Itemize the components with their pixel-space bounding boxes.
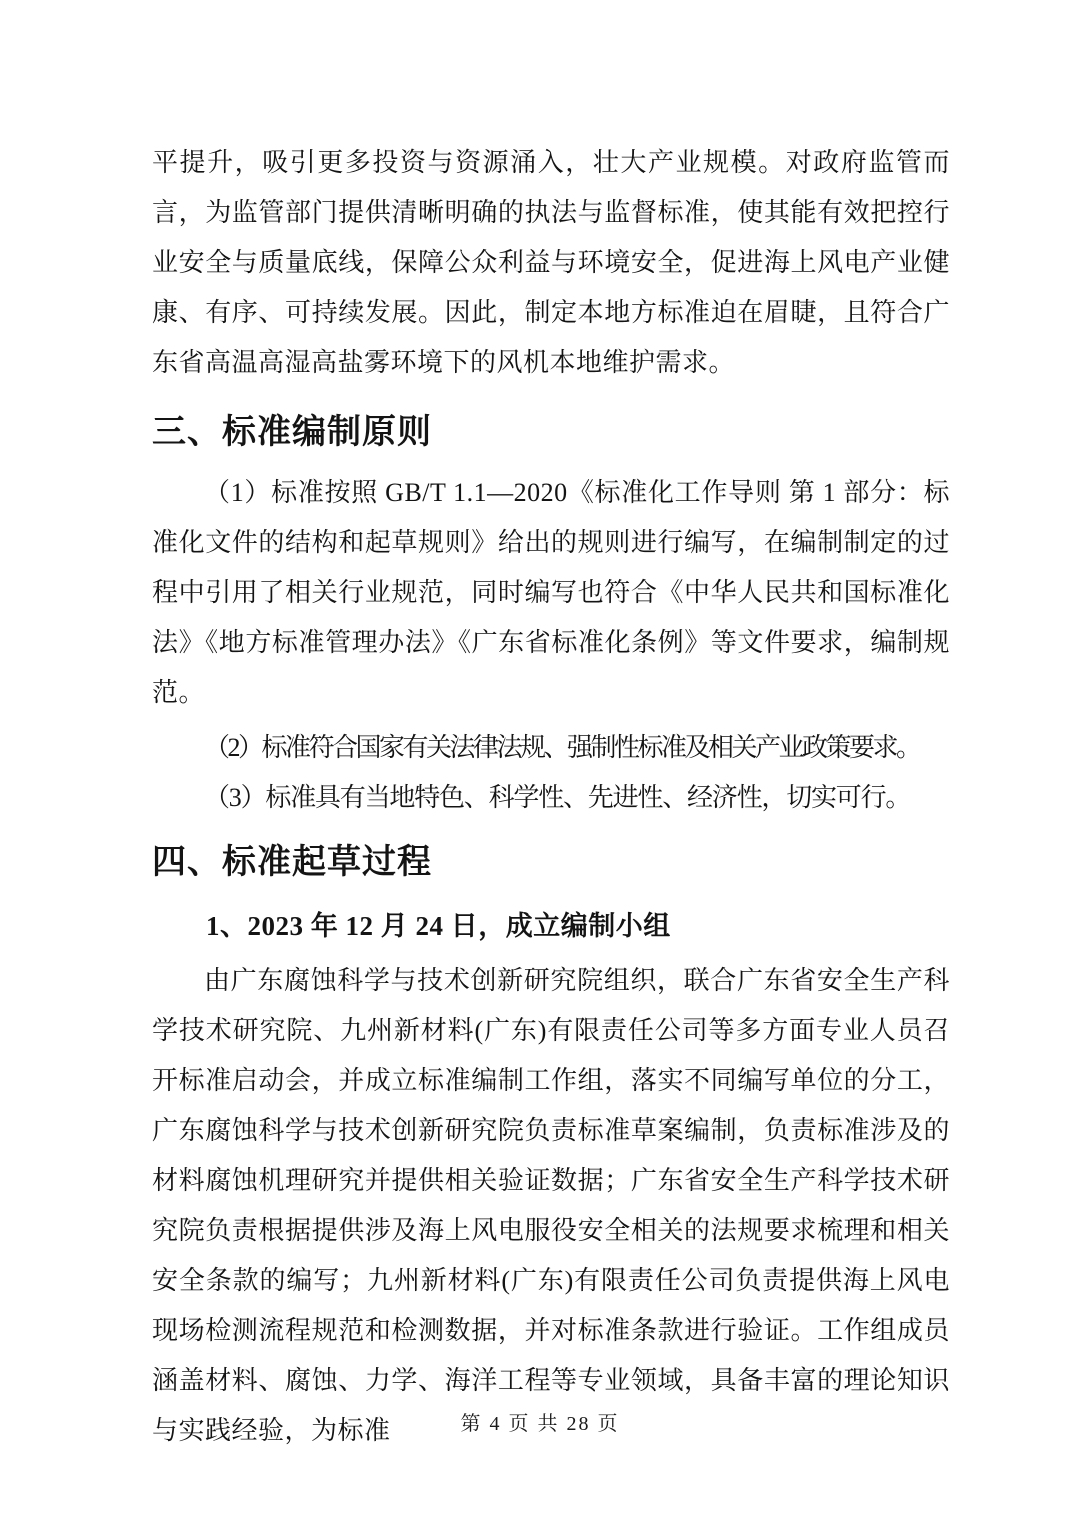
page-footer xyxy=(0,1412,1080,1436)
body-paragraph: 平提升，吸引更多投资与资源涌入，壮大产业规模。对政府监管而言，为监管部门提供清晰明确的执法与监督标准，使其能有效把控行业安全与质量底线，保障公众利益与环境安全，促进海上风电产业健康、有序、可持续发展。因此，制定本地方标准迫在眉睫，且符合广东省高温高湿高盐雾环境下的风机本地维护需求。 xyxy=(152,148,950,377)
page-number: 第 4 页 共 28 页 xyxy=(460,1413,620,1435)
body-paragraph: （1）标准按照 GB/T 1.1—2020《标准化工作导则 第 1 部分：标准化文件的结构和起草规则》给出的规则进行编写，在编制制定的过程中引用了相关行业规范，同时编写也符合《中华人民共和国标准化法》《地方标准管理办法》《广东省标准化条例》等文件要求，编制规范。 xyxy=(152,478,950,707)
body-paragraph: 由广东腐蚀科学与技术创新研究院组织，联合广东省安全生产科学技术研究院、九州新材料(广东)有限责任公司等多方面专业人员召开标准启动会，并成立标准编制工作组，落实不同编写单位的分工，广东腐蚀科学与技术创新研究院负责标准草案编制，负责标准涉及的材料腐蚀机理研究并提供相关验证数据；广东省安全生产科学技术研究院负责根据提供涉及海上风电服役安全相关的法规要求梳理和相关安全条款的编写；九州新材料(广东)有限责任公司负责提供海上风电现场检测流程规范和检测数据，并对标准条款进行验证。工作组成员涵盖材料、腐蚀、力学、海洋工程等专业领域，具备丰富的理论知识与实践经验，为标准 xyxy=(152,966,950,1445)
page-body xyxy=(152,138,950,1456)
section-heading: 三、标准编制原则 xyxy=(152,413,432,451)
sub-heading: 1、2023 年 12 月 24 日，成立编制小组 xyxy=(206,911,671,941)
body-paragraph: （3）标准具有当地特色、科学性、先进性、经济性，切实可行。 xyxy=(204,783,911,812)
body-paragraph: （2）标准符合国家有关法律法规、强制性标准及相关产业政策要求。 xyxy=(204,733,920,762)
section-heading: 四、标准起草过程 xyxy=(152,843,432,881)
